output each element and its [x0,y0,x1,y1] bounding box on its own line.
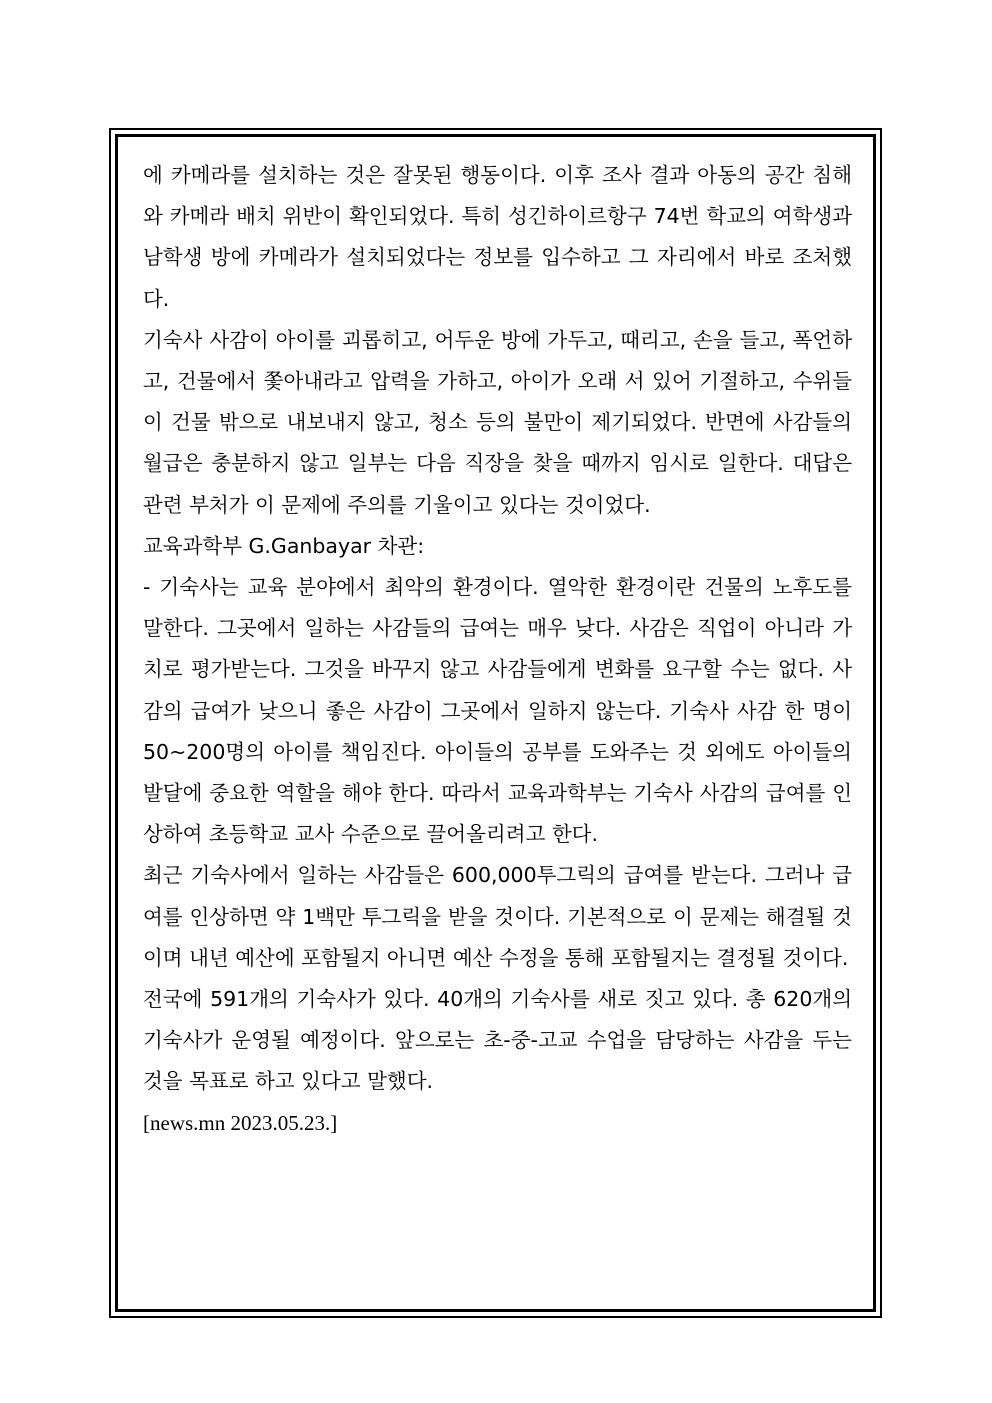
article-paragraph: 에 카메라를 설치하는 것은 잘못된 행동이다. 이후 조사 결과 아동의 공간 침해와 카메라 배치 위반이 확인되었다. 특히 성긴하이르항구 74번 학교의 여학생과 남학생 방에 카메라가 설치되었다는 정보를 입수하고 그 자리에서 바로 조처했다. [143,163,852,311]
article-paragraph: 기숙사 사감이 아이를 괴롭히고, 어두운 방에 가두고, 때리고, 손을 들고, 폭언하고, 건물에서 쫓아내라고 압력을 가하고, 아이가 오래 서 있어 기절하고, 수위들이 건물 밖으로 내보내지 않고, 청소 등의 불만이 제기되었다. 반면에 사감들의 월급은 충분하지 않고 일부는 다음 직장을 찾을 때까지 임시로 일한다. 대답은 관련 부처가 이 문제에 주의를 기울이고 있다는 것이었다. [143,327,852,517]
article-body [143,155,852,1144]
article-paragraph: - 기숙사는 교육 분야에서 최악의 환경이다. 열악한 환경이란 건물의 노후도를 말한다. 그곳에서 일하는 사감들의 급여는 매우 낮다. 사감은 직업이 아니라 가치로 평가받는다. 그것을 바꾸지 않고 사감들에게 변화를 요구할 수는 없다. 사감의 급여가 낮으니 좋은 사감이 그곳에서 일하지 않는다. 기숙사 사감 한 명이 50~200명의 아이를 책임진다. 아이들의 공부를 도와주는 것 외에도 아이들의 발달에 중요한 역할을 해야 한다. 따라서 교육과학부는 기숙사 사감의 급여를 인상하여 초등학교 교사 수준으로 끌어올리려고 한다. [143,575,852,847]
article-paragraph: 최근 기숙사에서 일하는 사감들은 600,000투그릭의 급여를 받는다. 그러나 급여를 인상하면 약 1백만 투그릭을 받을 것이다. 기본적으로 이 문제는 해결될 것이며 내년 예산에 포함될지 아니면 예산 수정을 통해 포함될지는 결정될 것이다. [143,863,852,970]
speaker-line: 교육과학부 G.Ganbayar 차관: [143,533,425,558]
article-paragraph: 전국에 591개의 기숙사가 있다. 40개의 기숙사를 새로 짓고 있다. 총 620개의 기숙사가 운영될 예정이다. 앞으로는 초-중-고교 수업을 담당하는 사감을 두는 것을 목표로 하고 있다고 말했다. [143,987,852,1094]
source-citation: [news.mn 2023.05.23.] [143,1110,338,1135]
